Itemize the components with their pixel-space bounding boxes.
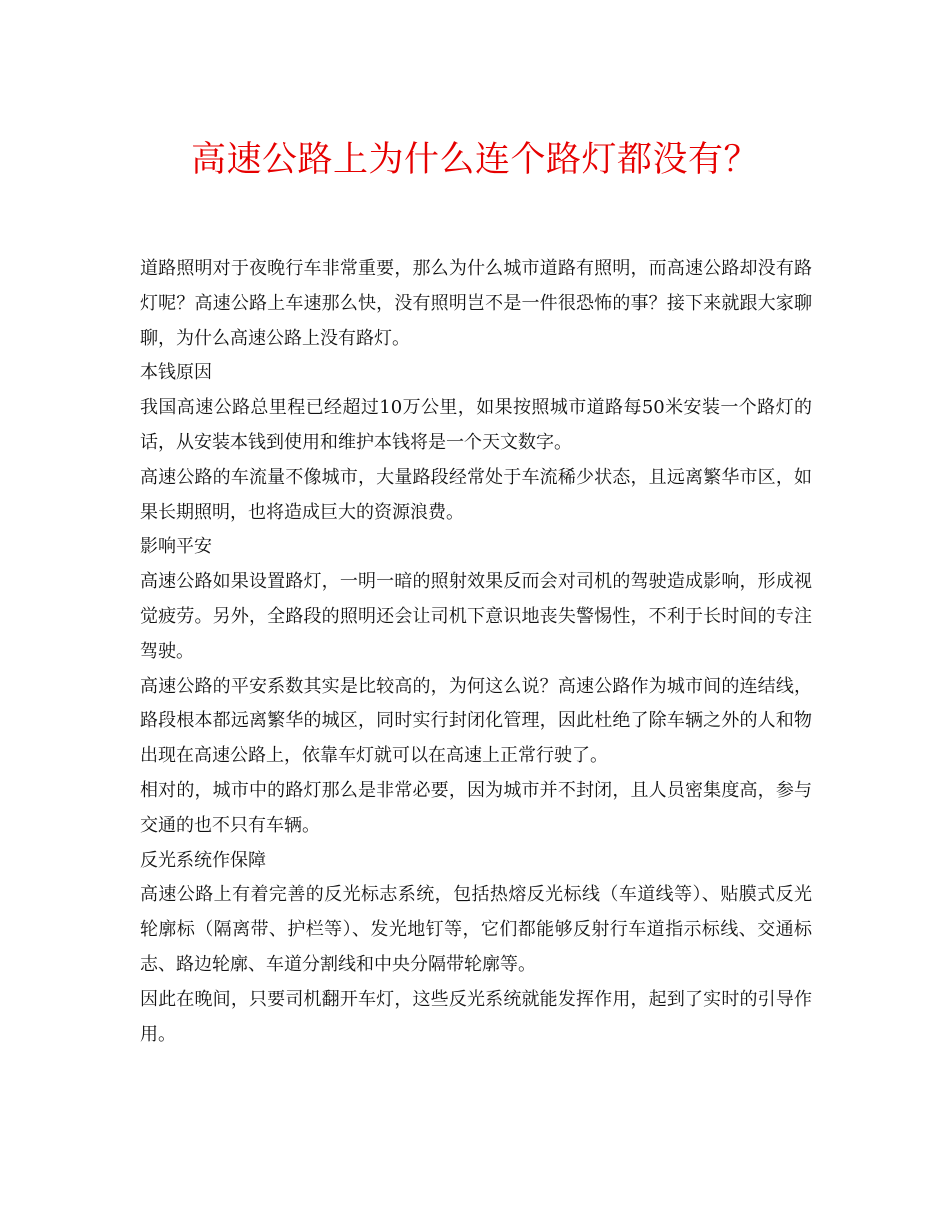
paragraph-cost-1: 我国高速公路总里程已经超过10万公里，如果按照城市道路每50米安装一个路灯的话，从安装本钱到使用和维护本钱将是一个天文数字。: [140, 397, 812, 453]
section-heading-reflective: 反光系统作保障: [140, 849, 266, 871]
document-body: [140, 252, 812, 1052]
paragraph-cost-2: 高速公路的车流量不像城市，大量路段经常处于车流稀少状态，且远离繁华市区，如果长期照明，也将造成巨大的资源浪费。: [140, 466, 812, 523]
section-heading-safety: 影响平安: [140, 536, 212, 558]
paragraph-reflective-1: 高速公路上有着完善的反光标志系统，包括热熔反光标线（车道线等）、贴膜式反光轮廓标（隔离带、护栏等）、发光地钉等，它们都能够反射行车道指示标线、交通标志、路边轮廓、车道分割线和中央分隔带轮廓等。: [140, 884, 812, 975]
paragraph-reflective-2: 因此在晚间，只要司机翻开车灯，这些反光系统就能发挥作用，起到了实时的引导作用。: [140, 988, 812, 1045]
document-title: 高速公路上为什么连个路灯都没有？: [190, 140, 759, 180]
paragraph-intro: 道路照明对于夜晚行车非常重要，那么为什么城市道路有照明，而高速公路却没有路灯呢？高速公路上车速那么快，没有照明岂不是一件很恐怖的事？接下来就跟大家聊聊，为什么高速公路上没有路灯。: [140, 258, 812, 349]
paragraph-safety-1: 高速公路如果设置路灯，一明一暗的照射效果反而会对司机的驾驶造成影响，形成视觉疲劳。另外，全路段的照明还会让司机下意识地丧失警惕性，不利于长时间的专注驾驶。: [140, 571, 812, 662]
paragraph-safety-3: 相对的，城市中的路灯那么是非常必要，因为城市并不封闭，且人员密集度高，参与交通的也不只有车辆。: [140, 779, 812, 836]
paragraph-safety-2: 高速公路的平安系数其实是比较高的，为何这么说？高速公路作为城市间的连结线，路段根本都远离繁华的城区，同时实行封闭化管理，因此杜绝了除车辆之外的人和物出现在高速公路上，依靠车灯就可以在高速上正常行驶了。: [140, 675, 812, 767]
section-heading-cost: 本钱原因: [140, 362, 212, 384]
